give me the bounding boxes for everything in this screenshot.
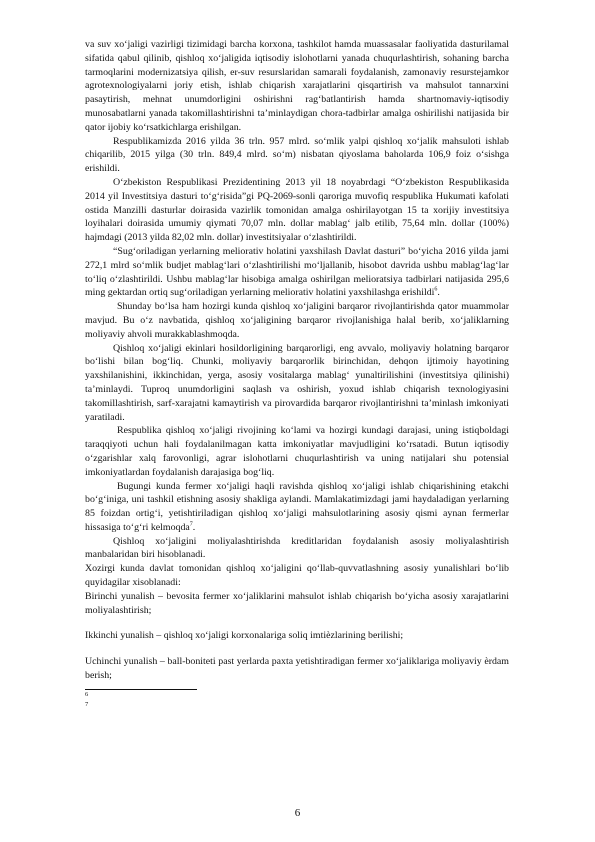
paragraph-10: Xozirgi kunda davlat tomonidan qishloq xo‘jaligini qo‘llab-quvvatlashning asosiy yunalishlari bo‘lib quyidagilar xisoblanadi: [85, 563, 509, 589]
paragraph-8-text: Bugungi kunda fermer xo‘jaligi haqli ravishda qishloq xo‘jaligi ishlab chiqarishining etakchi bo‘g‘iniga, uni tashkil etishning asosiy shakliga aylandi. Mamlakatimizdagi jami haydaladigan yerlarning 85 foizdan ortig‘i, yetishtiriladigan qishloq xo‘jaligi mahsulotlarining asosiy qismi aynan fermerlar hissasiga to‘g‘ri kelmoqda [85, 480, 509, 533]
paragraph-4-text: “Sug‘oriladigan yerlarning meliorativ holatini yaxshilash Davlat dasturi” bo‘yicha 2016 yilda jami 272,1 mlrd so‘mlik budjet mablag‘lari o‘zlashtirilishi mo‘ljallanib, hisobot davrida ushbu mablag‘lag‘lar to‘liq o‘zlashtirildi. Ushbu mablag‘lar hisobiga amalga oshirilgan melioratsiya tadbirlari natijasida 295,6 ming gektardan ortiq sug‘oriladigan yerlarning meliorativ holatini yaxshilashga erishildi [85, 245, 509, 299]
paragraph-4: “Sug‘oriladigan yerlarning meliorativ holatini yaxshilash Davlat dasturi” bo‘yicha 2016 yilda jami 272,1 mlrd so‘mlik budjet mablag‘lari o‘zlashtirilishi mo‘ljallanib, hisobot davrida ushbu mablag‘lag‘lar to‘liq o‘zlashtirildi. Ushbu mablag‘lar hisobiga amalga oshirilgan melioratsiya tadbirlari natijasida 295,6 ming gektardan ortiq sug‘oriladigan yerlarning meliorativ holatini yaxshilashga erishildi$^6$. [85, 245, 509, 299]
paragraph-1: va suv xo‘jaligi vazirligi tizimidagi barcha korxona, tashkilot hamda muassasalar faoliyatida dasturilamal sifatida qabul qilinib, qishloq xo‘jaligida iqtisodiy islohotlarni yanada chuqurlashtirish, sohaning barcha tarmoqlarini modernizatsiya qilish, er-suv resurslaridan samarali foydalanish, zamonaviy resurstejamkor agrotexnologiyalarni joriy etish, ishlab chiqarish xarajatlarini qisqartirish va mahsulot tannarxini pasaytirish, mehnat unumdorligini oshirishni rag‘batlantirish hamda shartnomaviy-iqtisodiy munosabatlarni yanada takomillashtirishni ta’minlaydigan chora-tadbirlar amalga oshirilishi natijasida bir qator ijobiy ko‘rsatkichlarga erishilgan. [85, 39, 509, 133]
footnote-ref-7: 7 [189, 521, 193, 528]
paragraph-12: Ikkinchi yunalish – qishloq xo‘jaligi korxonalariga soliq imtiѐzlarining berilishi; [85, 630, 404, 642]
footnote-ref-6: 6 [434, 287, 438, 294]
footnote-6: 6 [85, 690, 89, 698]
paragraph-7: Respublika qishloq xo‘jaligi rivojining ko‘lami va hozirgi kundagi darajasi, uning istiqboldagi taraqqiyoti uchun hali foydalanilmagan katta imkoniyatlar mavjudligini ko‘rsatadi. Butun iqtisodiy o‘zgarishlar xalq farovonligi, agrar islohotlarni chuqurlashtirish va uning natijalari shu potensial imkoniyatlardan foydalanish darajasiga bog‘liq. [85, 425, 509, 478]
page-number: 6 [294, 807, 301, 819]
footnote-7: 7 [85, 700, 89, 708]
paragraph-5: Shunday bo‘lsa ham hozirgi kunda qishloq xo‘jaligini barqaror rivojlantirishda qator muammolar mavjud. Bu o‘z navbatida, qishloq xo‘jaligining barqaror rivojlanishiga halal berib, xo‘jaliklarning moliyaviy ahvoli murakkablashmoqda. [85, 301, 509, 340]
paragraph-11: Birinchi yunalish – bevosita fermer xo‘jaliklarini mahsulot ishlab chiqarish bo‘yicha asosiy xarajatlarini moliyalashtirish; [85, 590, 509, 616]
document-body [85, 38, 509, 710]
paragraph-9: Qishloq xo‘jaligini moliyalashtirishda kreditlaridan foydalanish asosiy moliyalashtirish manbalaridan biri hisoblanadi. [85, 535, 509, 561]
paragraph-6: Qishloq xo‘jaligi ekinlari hosildorligining barqarorligi, eng avvalo, moliyaviy holatning barqaror bo‘lishi bilan bog‘liq. Chunki, moliyaviy barqarorlik birinchidan, dehqon ijtimoiy hayotining yaxshilanishini, ikkinchidan, yerga, asosiy vositalarga mablag‘ yunaltirilishini (investitsiya qilinishi) ta’minlaydi. Tuproq unumdorligini saqlash va oshirish, yoxud ishlab chiqarish texnologiyasini takomillashtirish, sarf-xarajatni kamaytirish va pirovardida barqaror rivojlantirishni ta’minlash imkoniyati yaratiladi. [85, 342, 509, 423]
paragraph-2: Respublikamizda 2016 yilda 36 trln. 957 mlrd. so‘mlik yalpi qishloq xo‘jalik mahsuloti ishlab chiqarilib, 2015 yilga (30 trln. 849,4 mlrd. so‘m) nisbatan qiyoslama baholarda 106,9 foiz o‘sishga erishildi. [85, 135, 509, 175]
paragraph-3: O‘zbekiston Respublikasi Prezidentining 2013 yil 18 noyabrdagi “O‘zbekiston Respublikasida 2014 yil Investitsiya dasturi to‘g‘risida”gi PQ-2069-sonli qaroriga muvofiq respublika Hukumati kafolati ostida Manzilli dasturlar doirasida vazirlik tomonidan amalga oshirilayotgan 15 ta xorijiy investitsiya loyihalari doirasida umumiy qiymati 70,07 mln. dollar mablag‘ jalb etilib, 75,64 mln. dollar (100%) hajmdagi (2013 yilda 82,02 mln. dollar) investitsiyalar o‘zlashtirildi. [85, 176, 509, 244]
paragraph-8: Bugungi kunda fermer xo‘jaligi haqli ravishda qishloq xo‘jaligi ishlab chiqarishining etakchi bo‘g‘iniga, uni tashkil etishning asosiy shakliga aylandi. Mamlakatimizdagi jami haydaladigan yerlarning 85 foizdan ortig‘i, yetishtiriladigan qishloq xo‘jaligi mahsulotlarining asosiy qismi aynan fermerlar hissasiga to‘g‘ri kelmoqda$^7$. [85, 480, 509, 533]
paragraph-13: Uchinchi yunalish – ball-boniteti past yerlarda paxta yetishtiradigan fermer xo‘jaliklariga moliyaviy ѐrdam berish; [85, 656, 509, 682]
